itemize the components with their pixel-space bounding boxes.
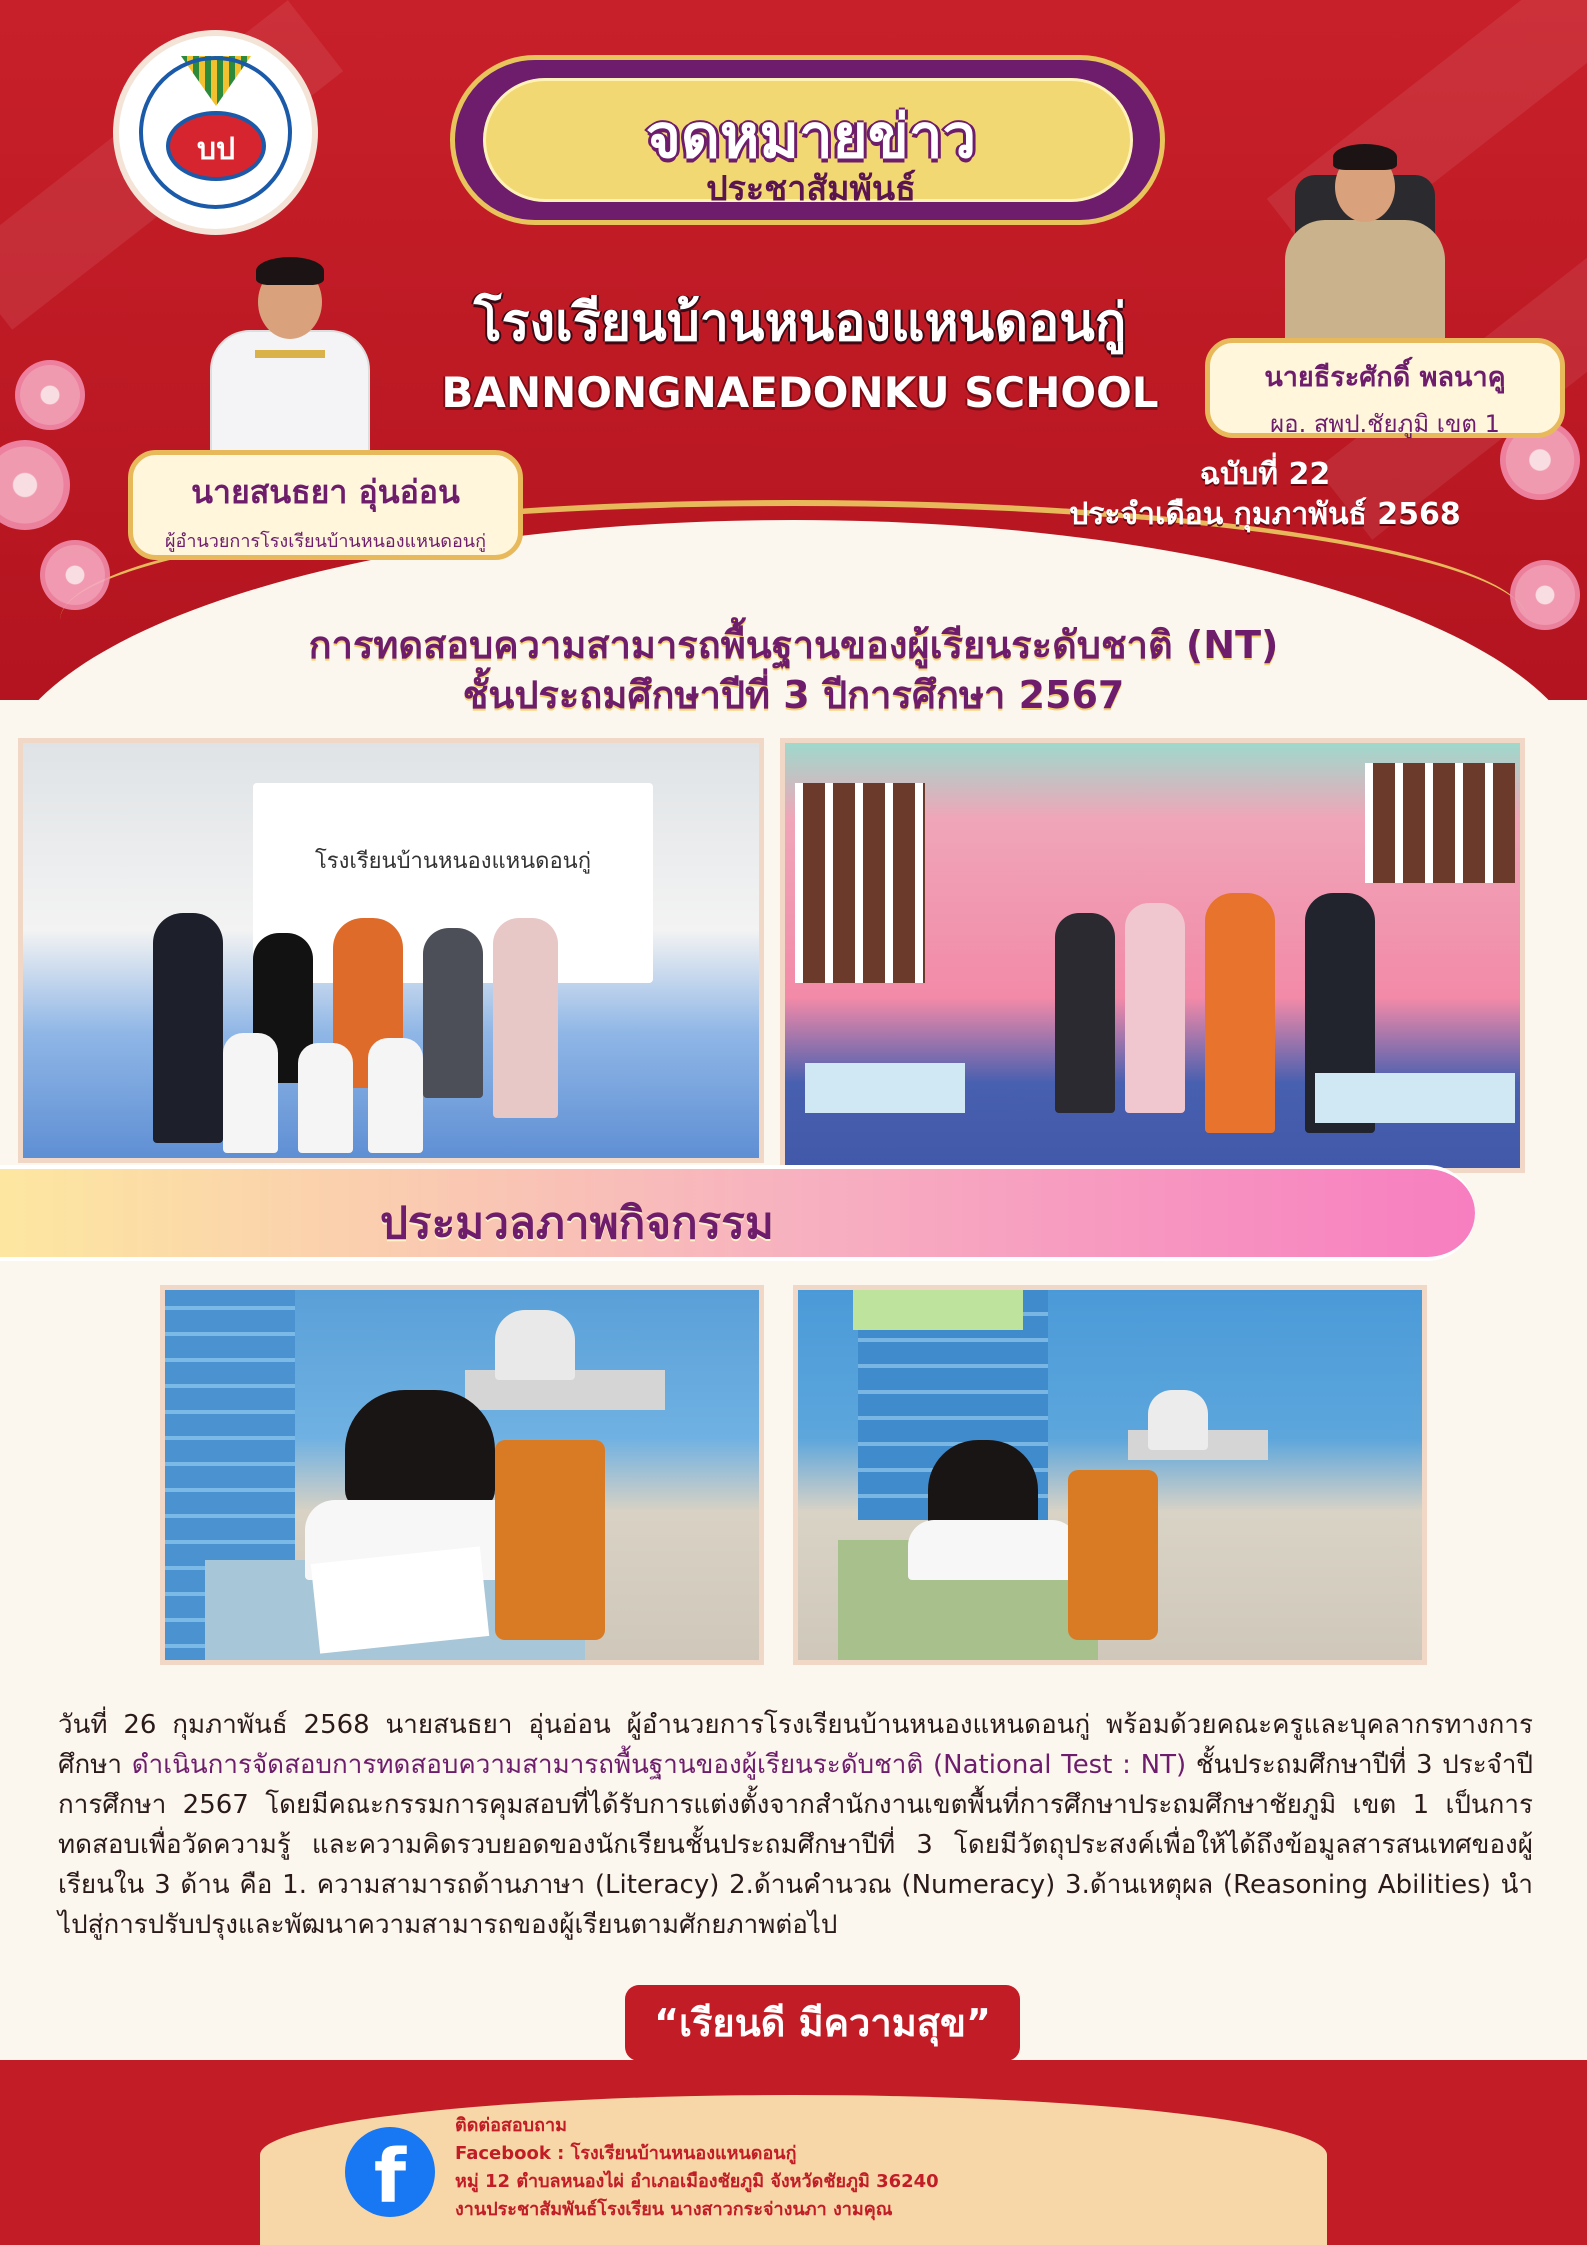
student-desk: [1315, 1073, 1515, 1123]
area-director-hair: [1333, 144, 1397, 170]
director-uniform: [210, 330, 370, 455]
person-figure: [1125, 903, 1185, 1113]
photo-group-stage: [18, 738, 764, 1163]
headline-line-2: ชั้นประถมศึกษาปีที่ 3 ปีการศึกษา 2567: [462, 673, 1125, 717]
newsletter-title: จดหมายข่าว: [645, 102, 977, 172]
photo-student-exam-2: [793, 1285, 1427, 1665]
classroom-window: [795, 783, 925, 983]
issue-number: ฉบับที่ 22: [1199, 457, 1331, 492]
flower-decoration: [15, 360, 85, 430]
pr-credit: งานประชาสัมพันธ์โรงเรียน นางสาวกระจ่างนภา งามคุณ: [455, 2199, 893, 2220]
area-director-role: ผอ. สพป.ชัยภูมิ เขต 1: [1270, 410, 1500, 438]
facebook-page-link[interactable]: Facebook : โรงเรียนบ้านหนองแหนดอนกู่: [455, 2143, 797, 2164]
body-part-1: วันที่ 26 กุมภาพันธ์ 2568 นายสนธยา อุ่นอ่อน ผู้อำนวยการโรงเรียนบ้านหนองแหนดอนกู่ พร้อมด้วยคณะครูและบุคลากรทางการศึกษา: [58, 1710, 1533, 1780]
article-body: [58, 1705, 1533, 1945]
photo-classroom-visit: [780, 738, 1525, 1173]
issue-info: [1040, 455, 1490, 535]
body-highlight: ดำเนินการจัดสอบการทดสอบความสามารถพื้นฐานของผู้เรียนระดับชาติ (National Test : NT): [131, 1750, 1187, 1780]
student-desk: [805, 1063, 965, 1113]
student-figure: [1148, 1390, 1208, 1450]
person-figure: [1055, 913, 1115, 1113]
newsletter-title-banner: [450, 55, 1165, 225]
exam-paper: [311, 1546, 489, 1653]
flower-decoration: [40, 540, 110, 610]
activities-title: ประมวลภาพกิจกรรม: [380, 1198, 774, 1249]
school-motto: “เรียนดี มีความสุข”: [625, 1985, 1020, 2061]
orange-chair: [1068, 1470, 1158, 1640]
director-name: นายสนธยา อุ่นอ่อน: [191, 473, 460, 511]
person-figure: [493, 918, 558, 1118]
student-shirt: [908, 1520, 1078, 1580]
director-photo: [200, 235, 380, 455]
area-director-photo: [1280, 130, 1450, 340]
title-inner: [483, 78, 1133, 209]
director-role: ผู้อำนวยการโรงเรียนบ้านหนองแหนดอนกู่: [165, 531, 486, 552]
director-hair: [256, 257, 324, 285]
logo-emblem: บป: [166, 111, 266, 181]
wall-poster: [853, 1290, 1023, 1330]
facebook-icon[interactable]: f: [345, 2127, 435, 2217]
headline-line-1: การทดสอบความสามารถพื้นฐานของผู้เรียนระดับชาติ (NT): [308, 623, 1279, 667]
body-part-2: ชั้นประถมศึกษาปีที่ 3 ประจำปีการศึกษา 2567 โดยมีคณะกรรมการคุมสอบที่ได้รับการแต่งตั้งจากสำนักงานเขตพื้นที่การศึกษาประถมศึกษาชัยภูมิ เขต 1 เป็นการทดสอบเพื่อวัดความรู้ และความคิดรวบยอดของนักเรียนชั้นประถมศึกษาปีที่ 3 โดยมีวัตถุประสงค์เพื่อให้ได้ถึงข้อมูลสารสนเทศของผู้เรียนใน 3 ด้าน คือ 1. ความสามารถด้านภาษา (Literacy) 2.ด้านคำนวณ (Numeracy) 3.ด้านเหตุผล (Reasoning Abilities) นำไปสู่การปรับปรุงและพัฒนาความสามารถของผู้เรียนตามศักยภาพต่อไป: [58, 1750, 1533, 1940]
area-director-uniform: [1285, 220, 1445, 340]
person-figure: [1205, 893, 1275, 1133]
area-director-name: นายธีระศักดิ์ พลนาคู: [1264, 362, 1506, 393]
backdrop-text: โรงเรียนบ้านหนองแหนดอนกู่: [314, 849, 592, 874]
person-figure: [423, 928, 483, 1098]
student-figure: [223, 1033, 278, 1153]
school-address: หมู่ 12 ตำบลหนองไผ่ อำเภอเมืองชัยภูมิ จังหวัดชัยภูมิ 36240: [455, 2171, 939, 2192]
area-director-nameplate: [1205, 338, 1565, 438]
school-name-english: BANNONGNAEDONKU SCHOOL: [441, 368, 1159, 417]
uniform-insignia: [255, 350, 325, 358]
orange-chair: [495, 1440, 605, 1640]
article-headline: [190, 620, 1397, 720]
flower-decoration: [1510, 560, 1580, 630]
student-figure: [495, 1310, 575, 1380]
contact-label: ติดต่อสอบถาม: [455, 2115, 567, 2136]
newsletter-subtitle: ประชาสัมพันธ์: [706, 169, 916, 209]
student-hair: [345, 1390, 495, 1510]
student-figure: [368, 1038, 423, 1153]
school-name-thai: โรงเรียนบ้านหนองแหนดอนกู่: [473, 293, 1127, 353]
issue-month: ประจำเดือน กุมภาพันธ์ 2568: [1069, 497, 1461, 532]
photo-student-exam-1: [160, 1285, 764, 1665]
person-figure: [153, 913, 223, 1143]
student-figure: [298, 1043, 353, 1153]
director-nameplate: [128, 450, 523, 560]
school-logo: [113, 30, 318, 235]
classroom-window: [1365, 763, 1515, 883]
